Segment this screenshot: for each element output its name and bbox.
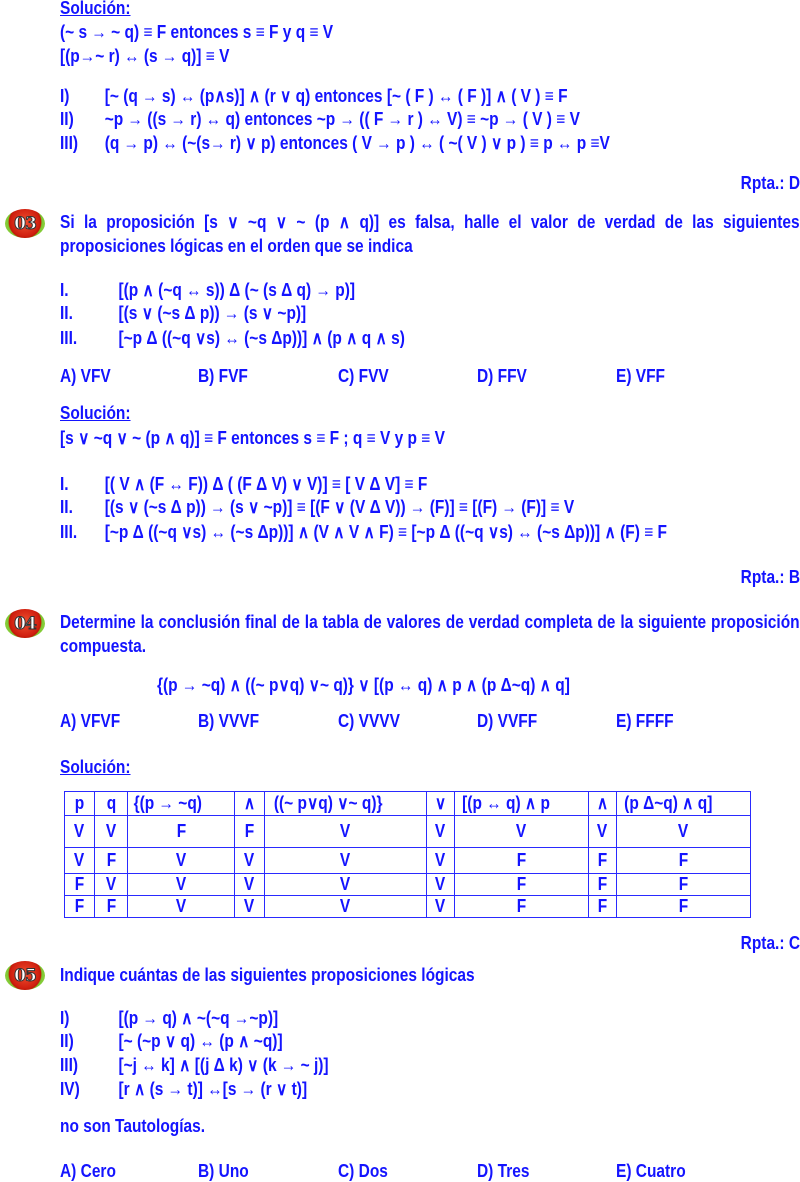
table-row xyxy=(65,874,751,896)
solution-item xyxy=(60,132,714,154)
solution-heading: Solución: xyxy=(60,757,131,777)
option-e: E) FFFF xyxy=(616,711,674,731)
table-cell xyxy=(65,816,95,848)
answer: Rpta.: C xyxy=(740,933,800,953)
cell-value: V xyxy=(74,850,85,870)
table-row xyxy=(65,896,751,918)
question-statement: Indique cuántas de las siguientes proposiciones lógicas xyxy=(60,965,475,985)
table-cell xyxy=(427,874,455,896)
cell-value: F xyxy=(244,821,255,841)
item-label: III) xyxy=(60,133,79,153)
table-cell xyxy=(455,848,589,874)
option-a: A) VFVF xyxy=(60,711,121,731)
table-header-cell xyxy=(65,792,95,816)
solution-item xyxy=(60,108,714,130)
table-cell xyxy=(427,816,455,848)
cell-value: F xyxy=(106,896,116,916)
table-cell xyxy=(65,848,95,874)
question-item xyxy=(60,1007,576,1029)
header-text: ((~ p∨q) ∨~ q)} xyxy=(273,793,383,813)
question-statement: Determine la conclusión final de la tabla de valores de verdad completa de la siguiente proposición compuesta. xyxy=(60,612,800,656)
question-closing: no son Tautologías. xyxy=(60,1116,206,1136)
truth-table xyxy=(64,791,751,918)
option-b: B) VVVF xyxy=(198,711,260,731)
question-item xyxy=(60,1030,576,1052)
item-text: [~p Δ ((~q ∨s) ↔ (~s Δp))] ∧ (V ∧ V ∧ F) ≡ [~p Δ ((~q ∨s) ↔ (~s Δp))] ∧ (F) ≡ F xyxy=(104,522,667,542)
table-cell xyxy=(128,816,235,848)
option-c: C) FVV xyxy=(338,366,389,386)
cell-value: F xyxy=(678,896,689,916)
cell-value: F xyxy=(678,850,689,870)
table-cell xyxy=(235,896,265,918)
table-cell xyxy=(128,896,235,918)
table-cell xyxy=(455,816,589,848)
header-text: ∨ xyxy=(434,793,447,813)
table-cell xyxy=(265,896,427,918)
header-text: {(p → ~q) xyxy=(133,793,202,813)
item-label: I. xyxy=(60,280,69,300)
table-header-row xyxy=(65,792,751,816)
table-cell xyxy=(265,848,427,874)
item-text: [~j ↔ k] ∧ [(j Δ k) ∨ (k → ~ j)] xyxy=(118,1055,329,1075)
cell-value: F xyxy=(678,874,689,894)
question-number-badge: 03 xyxy=(5,209,45,238)
solution-line: (~ s → ~ q) ≡ F entonces s ≡ F y q ≡ V xyxy=(60,22,334,42)
cell-value: F xyxy=(516,874,527,894)
option-b: B) FVF xyxy=(198,366,248,386)
option-a: A) VFV xyxy=(60,366,111,386)
table-cell xyxy=(455,896,589,918)
item-text: [r ∧ (s → t)] ↔[s → (r ∨ t)] xyxy=(118,1079,308,1099)
solution-item xyxy=(60,496,800,518)
option-c: C) VVVV xyxy=(338,711,400,731)
cell-value: V xyxy=(340,850,351,870)
header-text: p xyxy=(74,793,85,813)
cell-value: V xyxy=(435,874,446,894)
table-header-cell xyxy=(589,792,617,816)
table-cell xyxy=(235,816,265,848)
cell-value: V xyxy=(516,821,527,841)
table-row xyxy=(65,816,751,848)
solution-heading: Solución: xyxy=(60,0,131,18)
solution-item xyxy=(60,521,800,543)
solution-item xyxy=(60,473,800,495)
formula: {(p → ~q) ∧ ((~ p∨q) ∨~ q)} ∨ [(p ↔ q) ∧ p ∧ (p Δ~q) ∧ q] xyxy=(157,675,570,695)
table-header-cell xyxy=(95,792,128,816)
table-cell xyxy=(265,874,427,896)
table-cell xyxy=(589,874,617,896)
option-d: D) VVFF xyxy=(477,711,538,731)
item-label: I) xyxy=(60,1008,70,1028)
header-text: [(p ↔ q) ∧ p xyxy=(462,793,551,813)
item-label: IV) xyxy=(60,1079,80,1099)
cell-value: V xyxy=(105,874,117,894)
table-cell xyxy=(617,896,751,918)
question-statement: Si la proposición [s ∨ ~q ∨ ~ (p ∧ q)] es falsa, halle el valor de verdad de las siguientes proposiciones lógicas en el orden que se indica xyxy=(60,212,800,256)
table-header-cell xyxy=(235,792,265,816)
option-a: A) Cero xyxy=(60,1161,116,1181)
option-c: C) Dos xyxy=(338,1161,388,1181)
question-item xyxy=(60,302,662,324)
solution-item xyxy=(60,85,714,107)
cell-value: V xyxy=(244,874,255,894)
item-label: III. xyxy=(60,328,78,348)
cell-value: V xyxy=(678,821,689,841)
answer: Rpta.: D xyxy=(740,173,800,193)
table-cell xyxy=(65,896,95,918)
option-d: D) FFV xyxy=(477,366,527,386)
cell-value: V xyxy=(435,896,446,916)
solution-line: [s ∨ ~q ∨ ~ (p ∧ q)] ≡ F entonces s ≡ F ; q ≡ V y p ≡ V xyxy=(60,428,445,448)
cell-value: F xyxy=(597,896,608,916)
table-row xyxy=(65,848,751,874)
item-label: III. xyxy=(60,522,78,542)
question-item xyxy=(60,279,662,301)
item-label: II. xyxy=(60,303,73,323)
header-text: ∧ xyxy=(243,793,256,813)
table-header-cell xyxy=(455,792,589,816)
header-text: q xyxy=(106,793,116,813)
question-number-badge: 05 xyxy=(5,961,45,990)
cell-value: F xyxy=(597,850,608,870)
question-number-badge: 04 xyxy=(5,609,45,638)
table-cell xyxy=(65,874,95,896)
cell-value: F xyxy=(106,850,116,870)
item-text: [( V ∧ (F ↔ F)) Δ ( (F Δ V) ∨ V)] ≡ [ V Δ V] ≡ F xyxy=(104,474,428,494)
cell-value: V xyxy=(244,896,255,916)
question-item xyxy=(60,327,662,349)
cell-value: V xyxy=(175,874,187,894)
table-cell xyxy=(589,848,617,874)
cell-value: V xyxy=(340,874,351,894)
table-header-cell xyxy=(427,792,455,816)
table-cell xyxy=(95,848,128,874)
cell-value: V xyxy=(340,896,351,916)
cell-value: F xyxy=(176,821,186,841)
item-text: [(s ∨ (~s Δ p)) → (s ∨ ~p)] xyxy=(118,303,307,323)
item-text: [~ (q → s) ↔ (p∧s)] ∧ (r ∨ q) entonces [~ ( F ) ↔ ( F )] ∧ ( V ) ≡ F xyxy=(104,86,568,106)
option-b: B) Uno xyxy=(198,1161,249,1181)
option-e: E) VFF xyxy=(616,366,666,386)
cell-value: V xyxy=(244,850,255,870)
cell-value: V xyxy=(340,821,351,841)
item-text: [~p Δ ((~q ∨s) ↔ (~s Δp))] ∧ (p ∧ q ∧ s) xyxy=(118,328,405,348)
option-e: E) Cuatro xyxy=(616,1161,686,1181)
cell-value: V xyxy=(435,850,446,870)
table-cell xyxy=(235,874,265,896)
table-cell xyxy=(427,896,455,918)
cell-value: V xyxy=(435,821,446,841)
table-cell xyxy=(455,874,589,896)
table-cell xyxy=(128,848,235,874)
option-d: D) Tres xyxy=(477,1161,530,1181)
item-label: II. xyxy=(60,497,73,517)
item-text: [(p → q) ∧ ~(~q →~p)] xyxy=(118,1008,279,1028)
answer: Rpta.: B xyxy=(740,567,800,587)
table-header-cell xyxy=(128,792,235,816)
item-text: [(p ∧ (~q ↔ s)) Δ (~ (s Δ q) → p)] xyxy=(118,280,356,300)
cell-value: V xyxy=(597,821,608,841)
table-cell xyxy=(427,848,455,874)
table-cell xyxy=(128,874,235,896)
cell-value: V xyxy=(105,821,117,841)
solution-line: [(p→~ r) ↔ (s → q)] ≡ V xyxy=(60,46,230,66)
item-text: ~p → ((s → r) ↔ q) entonces ~p → (( F → r ) ↔ V) ≡ ~p → ( V ) ≡ V xyxy=(104,109,580,129)
item-label: II) xyxy=(60,109,74,129)
table-cell xyxy=(617,816,751,848)
table-cell xyxy=(95,896,128,918)
cell-value: F xyxy=(516,850,527,870)
cell-value: F xyxy=(516,896,527,916)
table-header-cell xyxy=(265,792,427,816)
header-text: ∧ xyxy=(596,793,609,813)
table-cell xyxy=(265,816,427,848)
cell-value: F xyxy=(74,874,85,894)
cell-value: V xyxy=(175,850,187,870)
cell-value: F xyxy=(597,874,608,894)
item-text: [(s ∨ (~s Δ p)) → (s ∨ ~p)] ≡ [(F ∨ (V Δ V)) → (F)] ≡ [(F) → (F)] ≡ V xyxy=(104,497,575,517)
question-item xyxy=(60,1078,576,1100)
item-text: (q → p) ↔ (~(s→ r) ∨ p) entonces ( V → p ) ↔ ( ~( V ) ∨ p ) ≡ p ↔ p ≡V xyxy=(104,133,610,153)
table-header-cell xyxy=(617,792,751,816)
item-label: III) xyxy=(60,1055,79,1075)
question-item xyxy=(60,1054,576,1076)
table-cell xyxy=(95,816,128,848)
table-cell xyxy=(617,848,751,874)
table-cell xyxy=(589,896,617,918)
item-label: II) xyxy=(60,1031,74,1051)
solution-heading: Solución: xyxy=(60,403,131,423)
cell-value: F xyxy=(74,896,85,916)
cell-value: V xyxy=(175,896,187,916)
item-text: [~ (~p ∨ q) ↔ (p ∧ ~q)] xyxy=(118,1031,283,1051)
item-label: I. xyxy=(60,474,69,494)
item-label: I) xyxy=(60,86,70,106)
table-cell xyxy=(235,848,265,874)
table-cell xyxy=(95,874,128,896)
header-text: (p Δ~q) ∧ q] xyxy=(624,793,713,813)
table-cell xyxy=(589,816,617,848)
cell-value: V xyxy=(74,821,85,841)
table-cell xyxy=(617,874,751,896)
